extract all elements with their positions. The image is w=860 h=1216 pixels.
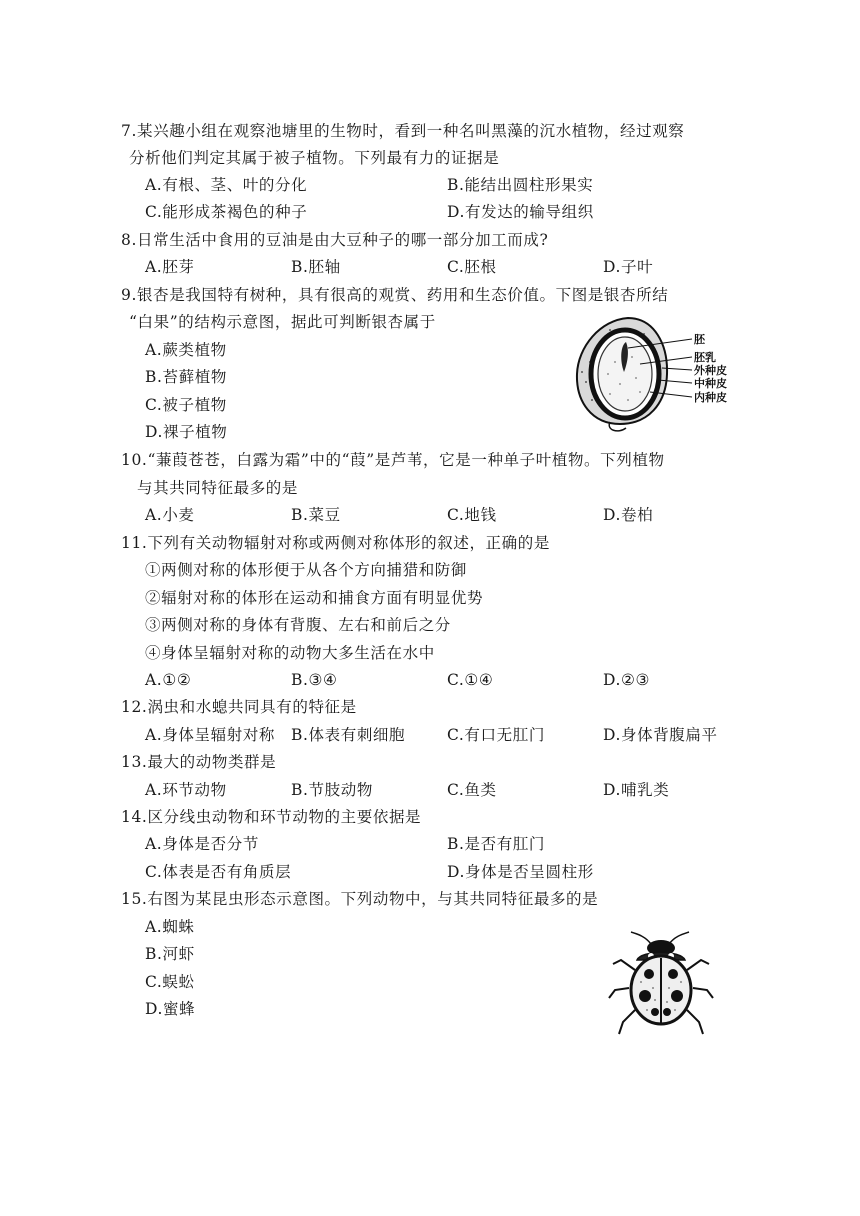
q7-option-b: B.能结出圆柱形果实 — [447, 176, 594, 194]
q9-option-d: D.裸子植物 — [145, 423, 228, 441]
q11-statement-1: ①两侧对称的体形便于从各个方向捕猎和防御 — [145, 561, 468, 579]
insect-diagram — [605, 930, 717, 1038]
q7-option-c: C.能形成茶褐色的种子 — [145, 203, 308, 221]
q13-option-a: A.环节动物 — [145, 781, 227, 799]
q11-statement-3: ③两侧对称的身体有背腹、左右和前后之分 — [145, 616, 451, 634]
q14-stem-line1: 14.区分线虫动物和环节动物的主要依据是 — [121, 808, 422, 826]
q12-stem-line1: 12.涡虫和水螅共同具有的特征是 — [121, 698, 357, 716]
q12-option-c: C.有口无肛门 — [447, 726, 545, 744]
q13-option-d: D.哺乳类 — [603, 781, 670, 799]
q9-option-b: B.苔藓植物 — [145, 368, 227, 386]
q10-option-a: A.小麦 — [145, 506, 195, 524]
q13-option-b: B.节肢动物 — [291, 781, 373, 799]
q14-option-a: A.身体是否分节 — [145, 835, 259, 853]
q7-stem-line2: 分析他们判定其属于被子植物。下列最有力的证据是 — [129, 149, 500, 167]
q12-option-b: B.体表有刺细胞 — [291, 726, 406, 744]
q12-option-a: A.身体呈辐射对称 — [145, 726, 276, 744]
label-inner-seed-coat: 内种皮 — [694, 391, 727, 404]
label-embryo: 胚 — [694, 333, 705, 346]
q10-option-b: B.菜豆 — [291, 506, 341, 524]
label-endosperm: 胚乳 — [694, 351, 716, 364]
q14-option-c: C.体表是否有角质层 — [145, 863, 292, 881]
q13-stem-line1: 13.最大的动物类群是 — [121, 753, 277, 771]
q8-stem-line1: 8.日常生活中食用的豆油是由大豆种子的哪一部分加工而成? — [121, 231, 549, 249]
q11-option-d: D.②③ — [603, 671, 650, 689]
q15-option-d: D.蜜蜂 — [145, 1000, 196, 1018]
q10-stem-line2: 与其共同特征最多的是 — [137, 479, 299, 497]
q15-option-c: C.蜈蚣 — [145, 973, 195, 991]
q14-option-d: D.身体是否呈圆柱形 — [447, 863, 594, 881]
q15-stem-line1: 15.右图为某昆虫形态示意图。下列动物中，与其共同特征最多的是 — [121, 890, 599, 908]
q9-option-a: A.蕨类植物 — [145, 341, 227, 359]
q11-option-a: A.①② — [145, 671, 192, 689]
q7-stem-line1: 7.某兴趣小组在观察池塘里的生物时，看到一种名叫黑藻的沉水植物，经过观察 — [121, 122, 685, 140]
q10-option-c: C.地钱 — [447, 506, 497, 524]
q7-option-a: A.有根、茎、叶的分化 — [145, 176, 308, 194]
q8-option-c: C.胚根 — [447, 258, 497, 276]
q13-option-c: C.鱼类 — [447, 781, 497, 799]
q11-stem-line1: 11.下列有关动物辐射对称或两侧对称体形的叙述，正确的是 — [121, 534, 550, 552]
q11-statement-2: ②辐射对称的体形在运动和捕食方面有明显优势 — [145, 589, 484, 607]
label-middle-seed-coat: 中种皮 — [694, 377, 727, 390]
q15-option-a: A.蜘蛛 — [145, 918, 195, 936]
q7-option-d: D.有发达的输导组织 — [447, 203, 594, 221]
label-outer-seed-coat: 外种皮 — [694, 364, 727, 377]
q8-option-a: A.胚芽 — [145, 258, 195, 276]
q11-option-b: B.③④ — [291, 671, 338, 689]
q9-option-c: C.被子植物 — [145, 396, 227, 414]
q8-option-b: B.胚轴 — [291, 258, 341, 276]
q10-stem-line1: 10.“蒹葭苍苍，白露为霜”中的“葭”是芦苇，它是一种单子叶植物。下列植物 — [121, 451, 665, 469]
ginkgo-seed-diagram — [570, 312, 745, 434]
q11-statement-4: ④身体呈辐射对称的动物大多生活在水中 — [145, 644, 435, 662]
q11-option-c: C.①④ — [447, 671, 494, 689]
q9-stem-line1: 9.银杏是我国特有树种，具有很高的观赏、药用和生态价值。下图是银杏所结 — [121, 286, 669, 304]
q15-option-b: B.河虾 — [145, 945, 195, 963]
q8-option-d: D.子叶 — [603, 258, 654, 276]
q10-option-d: D.卷柏 — [603, 506, 654, 524]
q12-option-d: D.身体背腹扁平 — [603, 726, 718, 744]
q9-stem-line2: “白果”的结构示意图，据此可判断银杏属于 — [129, 313, 436, 331]
q14-option-b: B.是否有肛门 — [447, 835, 546, 853]
